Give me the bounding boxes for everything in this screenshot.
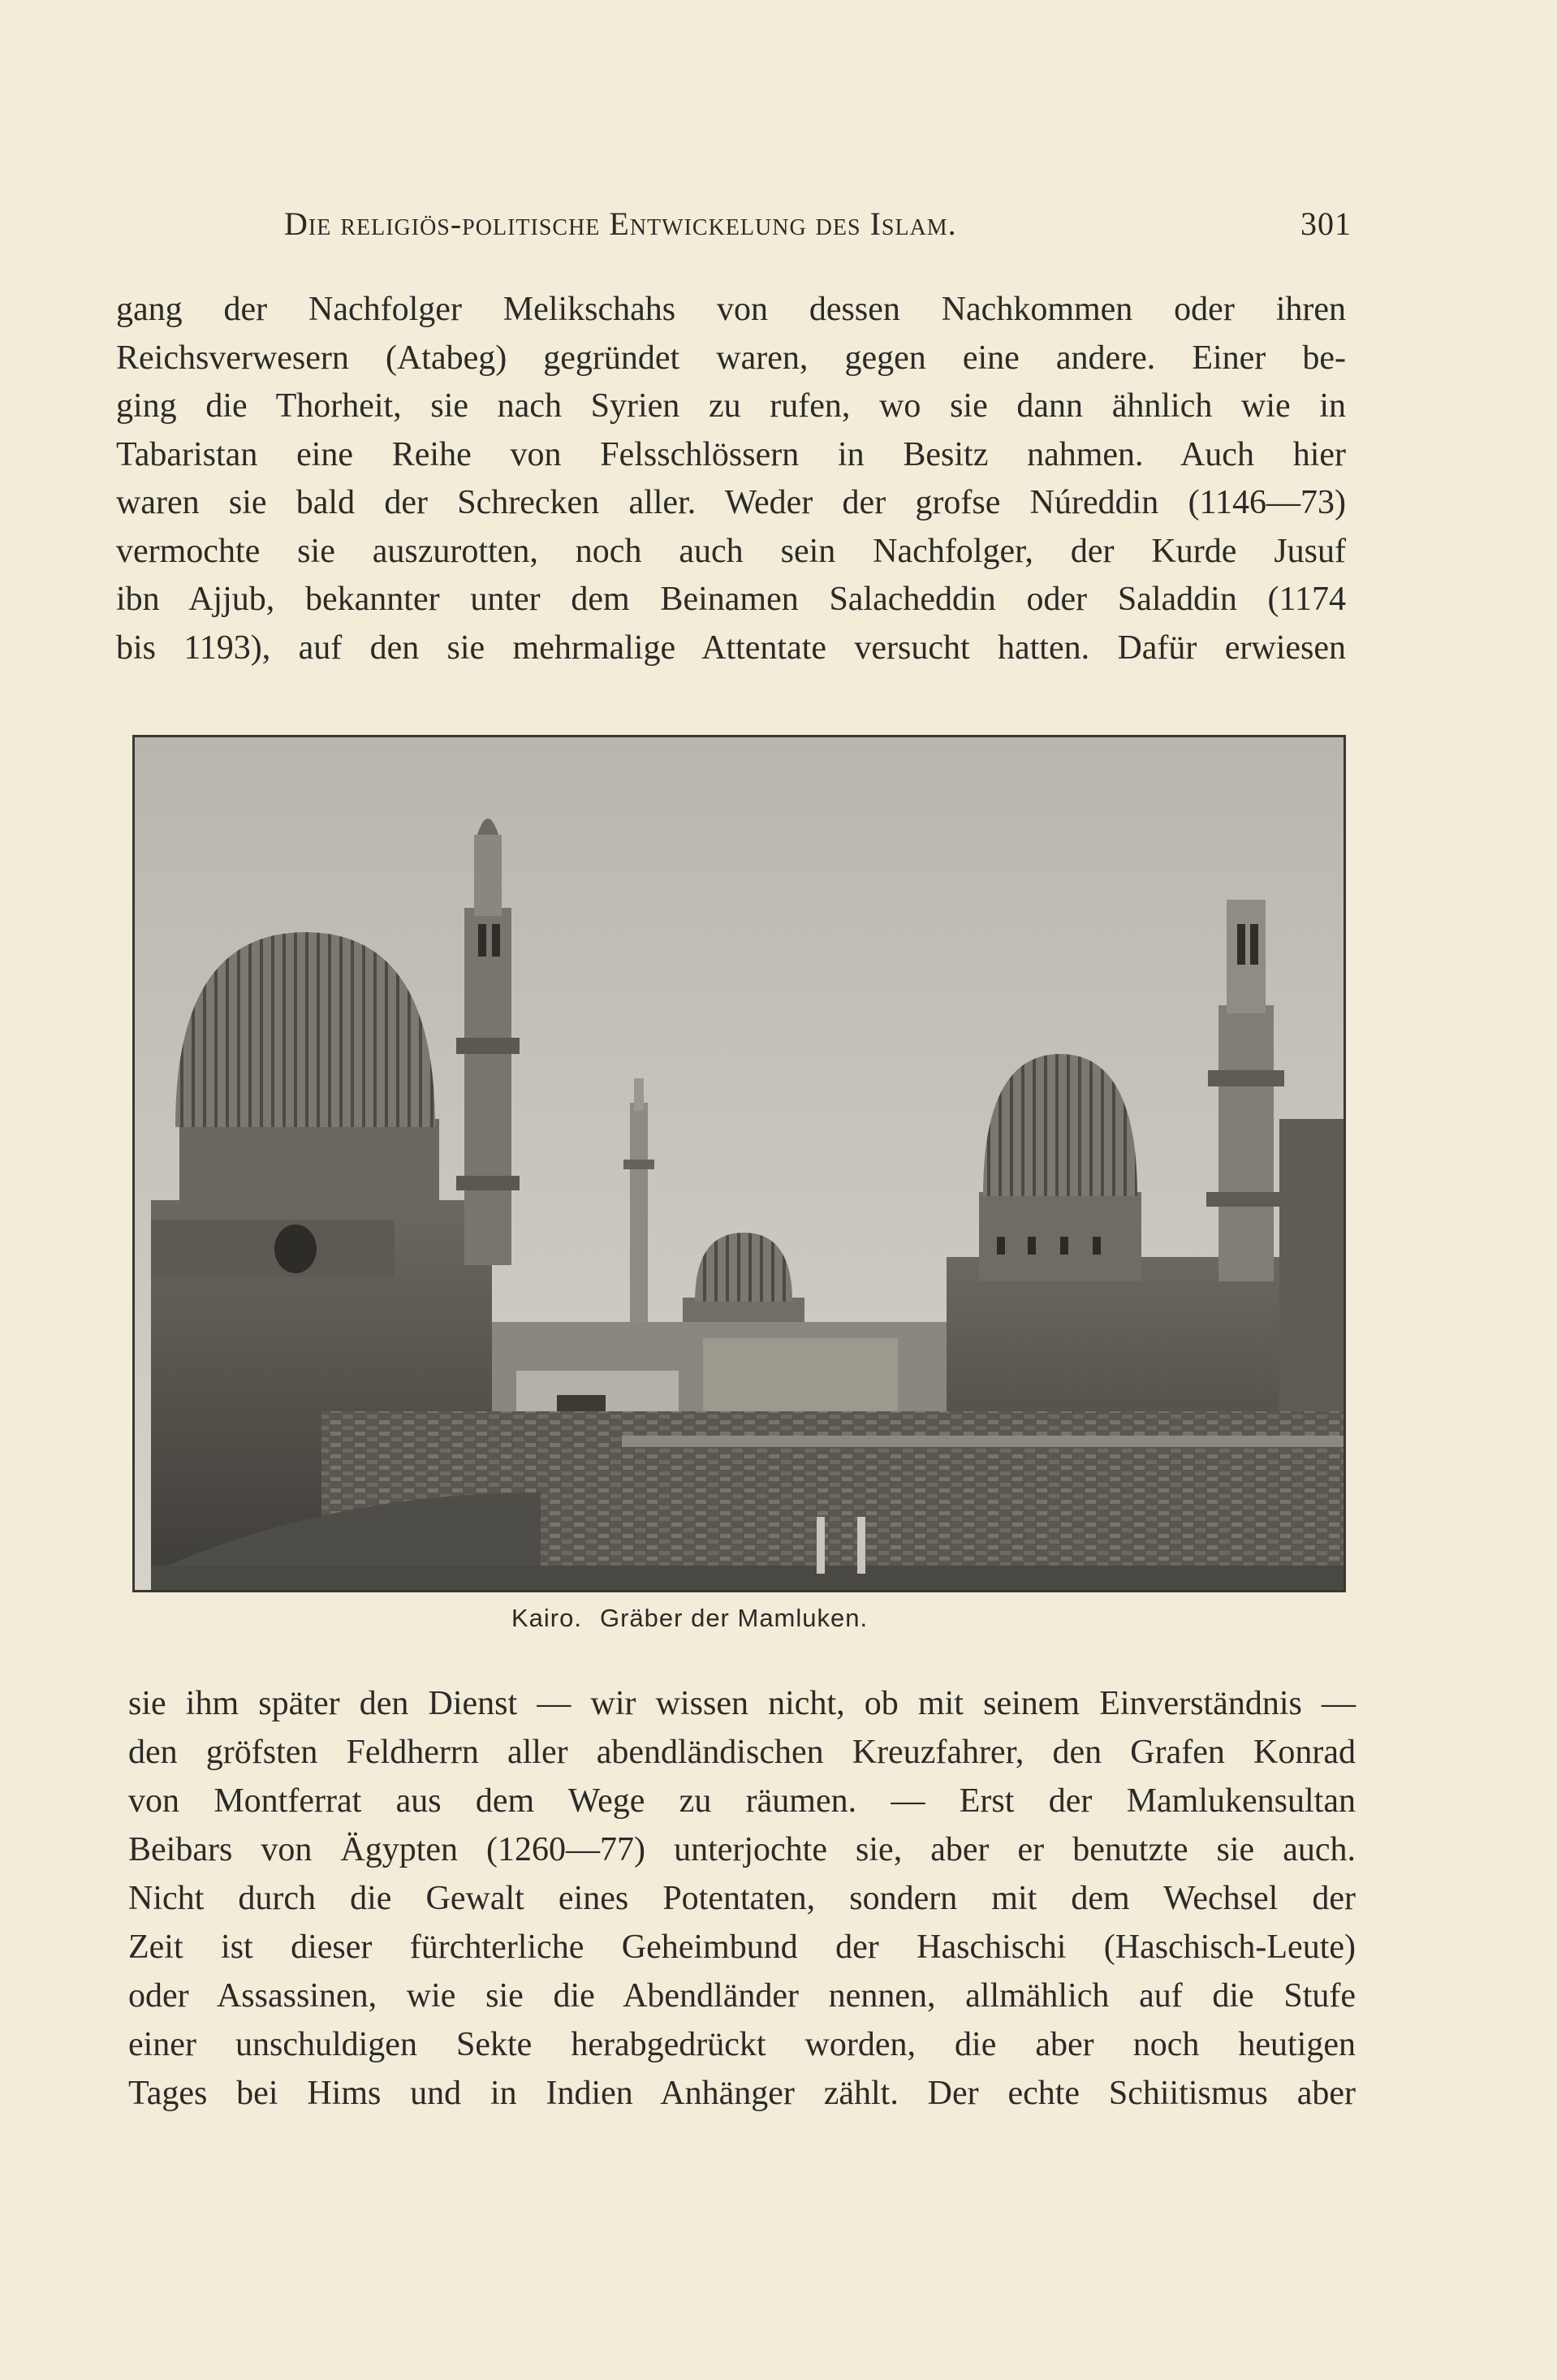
running-title: Die religiös-politische Entwickelung des Islam. bbox=[284, 205, 957, 242]
text-line: Beibars von Ägypten (1260—77) unterjochte sie, aber er benutzte sie auch. bbox=[128, 1831, 1356, 1868]
text-line: den gröfsten Feldherrn aller abendländischen Kreuzfahrer, den Grafen Konrad bbox=[128, 1734, 1356, 1771]
text-line: vermochte sie auszurotten, noch auch sein Nachfolger, der Kurde Jusuf bbox=[116, 532, 1346, 570]
text-line: waren sie bald der Schrecken aller. Weder der grofse Núreddin (1146—73) bbox=[116, 484, 1346, 521]
figure-caption bbox=[511, 1604, 1080, 1633]
text-line: bis 1193), auf den sie mehrmalige Attentate versucht hatten. Dafür erwiesen bbox=[116, 628, 1346, 667]
text-line: ibn Ajjub, bekannter unter dem Beinamen Salacheddin oder Saladdin (1174 bbox=[116, 581, 1346, 618]
photo-illustration bbox=[132, 735, 1346, 1592]
caption-text: Gräber der Mamluken. bbox=[599, 1604, 869, 1632]
text-line: von Montferrat aus dem Wege zu räumen. — Erst der Mamlukensultan bbox=[128, 1782, 1356, 1820]
text-line: Reichsverwesern (Atabeg) gegründet waren, gegen eine andere. Einer be- bbox=[116, 339, 1346, 377]
caption-place: Kairo. bbox=[511, 1604, 582, 1632]
text-line: oder Assassinen, wie sie die Abendländer nennen, allmählich auf die Stufe bbox=[128, 1977, 1356, 2015]
text-line: gang der Nachfolger Melikschahs von dessen Nachkommen oder ihren bbox=[116, 291, 1346, 328]
text-line: Tabaristan eine Reihe von Felsschlössern in Besitz nahmen. Auch hier bbox=[116, 435, 1346, 473]
running-header bbox=[284, 205, 1352, 243]
text-line: sie ihm später den Dienst — wir wissen nicht, ob mit seinem Einverständnis — bbox=[128, 1685, 1356, 1722]
text-line: einer unschuldigen Sekte herabgedrückt worden, die aber noch heutigen bbox=[128, 2026, 1356, 2063]
paragraph-top bbox=[116, 286, 1346, 672]
text-line: Zeit ist dieser fürchterliche Geheimbund der Haschischi (Haschisch-Leute) bbox=[128, 1929, 1356, 1966]
page-number: 301 bbox=[1300, 205, 1352, 242]
photo-image bbox=[135, 737, 1344, 1590]
text-line: ging die Thorheit, sie nach Syrien zu rufen, wo sie dann ähnlich wie in bbox=[116, 387, 1346, 425]
text-line: Tages bei Hims und in Indien Anhänger zählt. Der echte Schiitismus aber bbox=[128, 2075, 1356, 2112]
text-line: Nicht durch die Gewalt eines Potentaten, sondern mit dem Wechsel der bbox=[128, 1880, 1356, 1917]
paragraph-bottom bbox=[128, 1679, 1356, 2118]
